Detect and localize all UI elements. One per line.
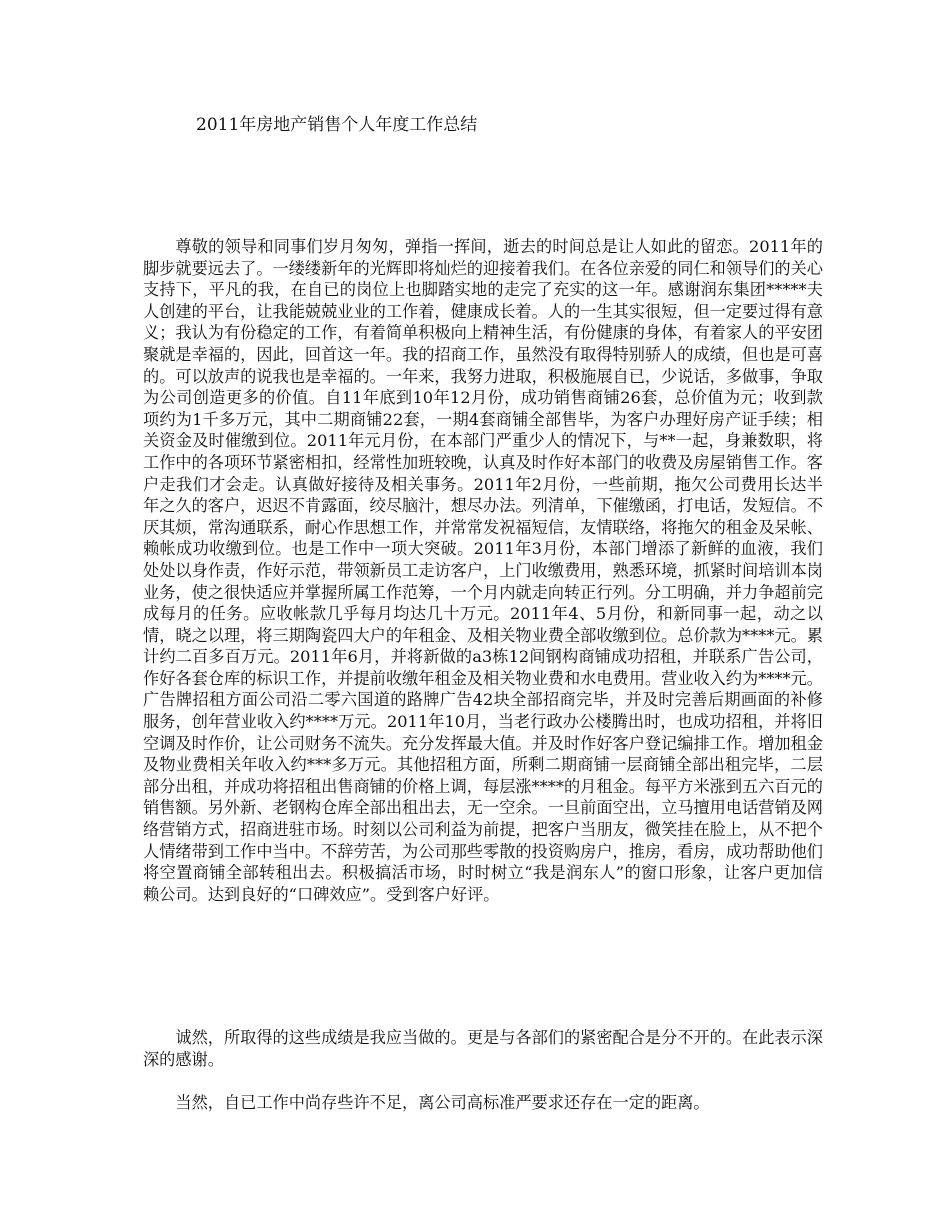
document-title: 2011年房地产销售个人年度工作总结 xyxy=(196,115,478,135)
body-paragraph-2: 诚然，所取得的这些成绩是我应当做的。更是与各部们的紧密配合是分不开的。在此表示深深的感谢。 xyxy=(143,1028,823,1069)
body-paragraph-1: 尊敬的领导和同事们岁月匆匆，弹指一挥间，逝去的时间总是让人如此的留恋。2011年的脚步就要远去了。一缕缕新年的光辉即将灿烂的迎接着我们。在各位亲爱的同仁和领导们的关心支持下，平凡的我，在自已的岗位上也脚踏实地的走完了充实的这一年。感谢润东集团*****夫人创建的平台，让我能兢兢业业的工作着，健康成长着。人的一生其实很短，但一定要过得有意义；我认为有份稳定的工作，有着简单积极向上精神生活，有份健康的身体，有着家人的平安团聚就是幸福的，因此，回首这一年。我的招商工作，虽然没有取得特别骄人的成绩，但也是可喜的。可以放声的说我也是幸福的。一年来，我努力进取，积极施展自已，少说话，多做事，争取为公司创造更多的价值。自11年底到10年12月份，成功销售商铺26套，总价值为元；收到款项约为1千多万元，其中二期商铺22套，一期4套商铺全部售毕，为客户办理好房产证手续；相关资金及时催缴到位。2011年元月份，在本部门严重少人的情况下，与**一起，身兼数职，将工作中的各项环节紧密相扣，经常性加班较晚，认真及时作好本部门的收费及房屋销售工作。客户走我们才会走。认真做好接待及相关事务。2011年2月份，一些前期，拖欠公司费用长达半年之久的客户，迟迟不肯露面，绞尽脑汁，想尽办法。列清单，下催缴函，打电话，发短信。不厌其烦，常沟通联系，耐心作思想工作，并常常发祝福短信，友情联络，将拖欠的租金及呆帐、赖帐成功收缴到位。也是工作中一项大突破。2011年3月份，本部门增添了新鲜的血液，我们处处以身作责，作好示范，带领新员工走访客户，上门收缴费用，熟悉环境，抓紧时间培训本岗业务，使之很快适应并掌握所属工作范筹，一个月内就走向转正行列。分工明确，并力争超前完成每月的任务。应收帐款几乎每月均达几十万元。2011年4、5月份，和新同事一起，动之以情，晓之以理，将三期陶瓷四大户的年租金、及相关物业费全部收缴到位。总价款为****元。累计约二百多百万元。2011年6月，并将新做的a3栋12间钢构商铺成功招租，并联系广告公司，作好各套仓库的标识工作，并提前收缴年租金及相关物业费和水电费用。营业收入约为****元。广告牌招租方面公司沿二零六国道的路牌广告42块全部招商完毕，并及时完善后期画面的补修服务，创年营业收入约****万元。2011年10月，当老行政办公楼腾出时，也成功招租，并将旧空调及时作价，让公司财务不流失。充分发挥最大值。并及时作好客户登记编排工作。增加租金及物业费相关年收入约***多万元。其他招租方面，所剩二期商铺一层商铺全部出租完毕，二层部分出租，并成功将招租出售商铺的价格上调，每层涨****的月租金。每平方米涨到五六百元的销售额。另外新、老钢构仓库全部出租出去，无一空余。一旦前面空出，立马擅用电话营销及网络营销方式，招商进驻市场。时刻以公司利益为前提，把客户当朋友，微笑挂在脸上，从不把个人情绪带到工作中当中。不辞劳苦，为公司那些零散的投资购房户，推房，看房，成功帮助他们将空置商铺全部转租出去。积极搞活市场，时时树立“我是润东人”的窗口形象，让客户更加信赖公司。达到良好的“口碑效应”。受到客户好评。 xyxy=(143,237,823,904)
body-paragraph-3: 当然，自已工作中尚存些许不足，离公司高标准严要求还存在一定的距离。 xyxy=(175,1093,710,1112)
